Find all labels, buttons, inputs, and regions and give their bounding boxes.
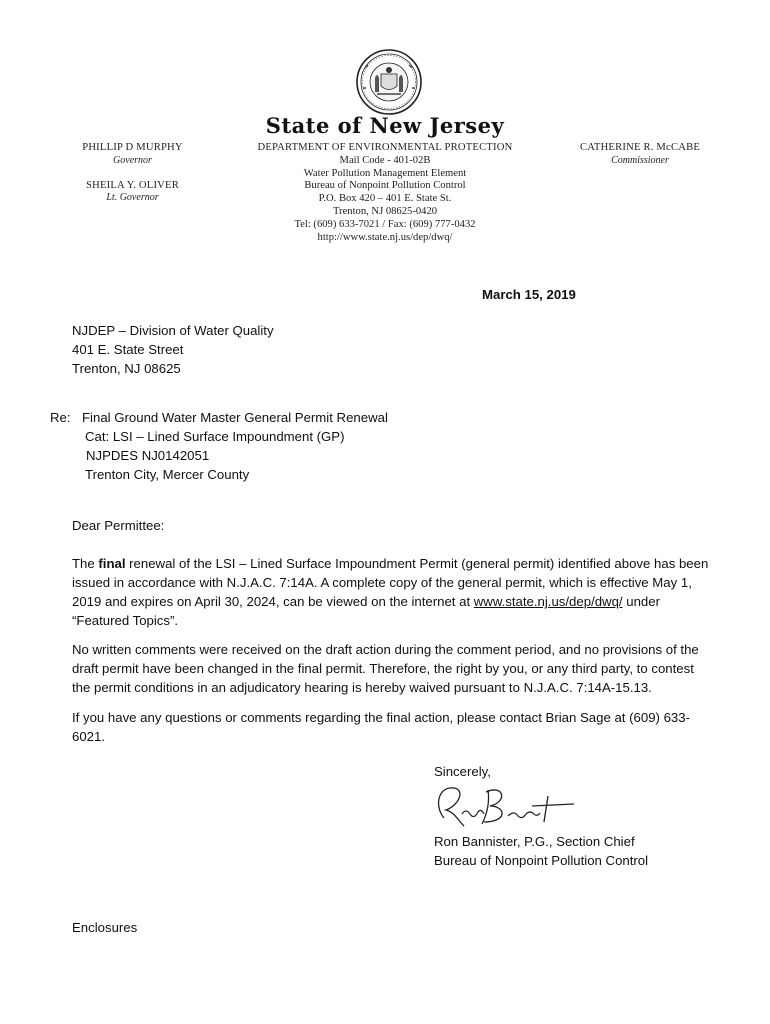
recipient-line: Trenton, NJ 08625 [72, 361, 181, 376]
state-title: State of New Jersey [265, 113, 505, 138]
subject-block [50, 408, 510, 488]
governor-block [60, 142, 205, 205]
paragraph-text: under “Featured Topics”. [72, 594, 660, 628]
subject-line: Final Ground Water Master General Permit Renewal [82, 410, 388, 425]
enclosures-note: Enclosures [72, 920, 138, 935]
subject-line: Trenton City, Mercer County [85, 467, 250, 482]
handwritten-signature [424, 776, 594, 834]
city-zip: Trenton, NJ 08625-0420 [332, 205, 438, 217]
emphasis-final: final [98, 556, 126, 571]
phone-fax: Tel: (609) 633-7021 / Fax: (609) 777-0432 [294, 218, 476, 230]
commissioner-name: CATHERINE R. McCABE [579, 142, 701, 153]
mail-code: Mail Code - 401-02B [339, 154, 431, 166]
closing: Sincerely, [434, 764, 491, 779]
subject-line: NJPDES NJ0142051 [86, 448, 210, 463]
signer-name-title: Ron Bannister, P.G., Section Chief [434, 834, 635, 849]
lt-governor-name: SHEILA Y. OLIVER [86, 179, 179, 191]
paragraph-permit-issued [72, 554, 712, 630]
signer-bureau: Bureau of Nonpoint Pollution Control [434, 853, 649, 868]
subject-line: Cat: LSI – Lined Surface Impoundment (GP) [85, 429, 345, 444]
salutation: Dear Permittee: [72, 518, 165, 533]
recipient-line: 401 E. State Street [72, 342, 184, 357]
letter-date: March 15, 2019 [482, 287, 576, 302]
website-link[interactable]: http://www.state.nj.us/dep/dwq/ [317, 231, 453, 243]
re-label: Re: [50, 410, 71, 425]
department-block [225, 142, 545, 244]
department-name: DEPARTMENT OF ENVIRONMENTAL PROTECTION [257, 142, 513, 153]
governor-title: Governor [113, 154, 152, 166]
bureau-name: Bureau of Nonpoint Pollution Control [304, 180, 466, 192]
paragraph-text: renewal of the LSI – Lined Surface Impoundment Permit (general permit) identified above has been issued in accordance with N.J.A.C. 7:14A. A complete copy of the general permit, which is effective May 1, 2019 and expires on April 30, 2024, can be viewed on the internet at [72, 556, 709, 609]
po-box: P.O. Box 420 – 401 E. State St. [318, 193, 452, 205]
paragraph-no-comments: No written comments were received on the draft action during the comment period, and no provisions of the draft permit have been changed in the final permit. Therefore, the right by you, or any third party, to contest the permit conditions in an adjudicatory hearing is hereby waived pursuant to N.J.A.C. 7:14A-15.13. [72, 642, 699, 695]
signer-block [434, 832, 648, 870]
recipient-address [72, 321, 274, 378]
commissioner-title: Commissioner [611, 154, 669, 166]
paragraph-text: The [72, 556, 99, 571]
lt-governor-title: Lt. Governor [106, 192, 159, 204]
governor-name: PHILLIP D MURPHY [82, 142, 183, 153]
dwq-website-link[interactable]: www.state.nj.us/dep/dwq/ [473, 594, 623, 609]
paragraph-contact: If you have any questions or comments regarding the final action, please contact Brian Sage at (609) 633-6021. [72, 710, 690, 744]
state-seal-logo [355, 48, 423, 116]
commissioner-block [560, 142, 720, 168]
recipient-line: NJDEP – Division of Water Quality [72, 323, 274, 338]
element-name: Water Pollution Management Element [303, 167, 467, 179]
